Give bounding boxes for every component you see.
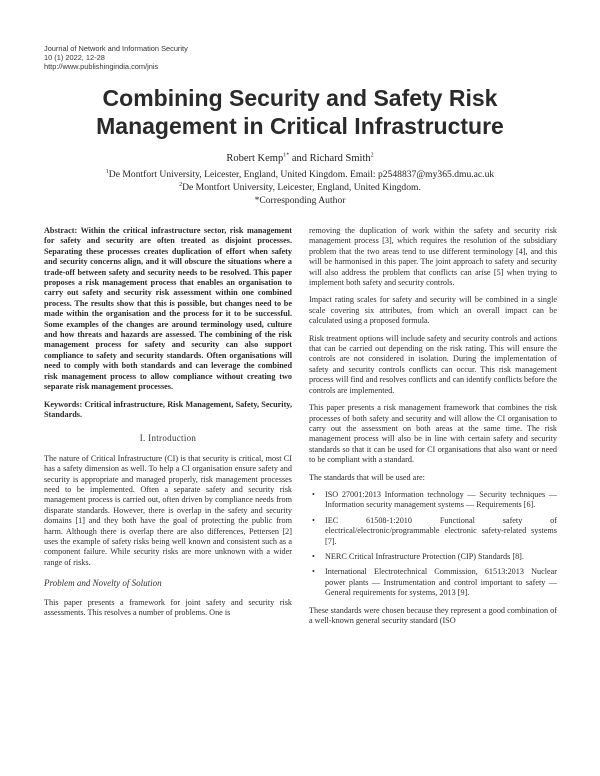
author-1-sup: 1* [283, 152, 290, 159]
subsection-heading: Problem and Novelty of Solution [44, 578, 162, 589]
affiliation-2 [40, 181, 560, 194]
journal-meta [44, 44, 188, 71]
affiliation-1-sup: 1 [105, 168, 109, 175]
left-column [44, 226, 292, 625]
keywords: Keywords: Critical infrastructure, Risk Management, Safety, Security, Standards. [44, 399, 292, 419]
affiliation-2-text: De Montfort University, Leicester, England, United Kingdom. [182, 182, 421, 193]
list-item [309, 552, 557, 562]
standard-text: IEC 61508-1:2010 Functional safety of electrical/electronic/programmable electronic safety-related systems [7]. [325, 515, 557, 546]
intro-paragraph-1: The nature of Critical Infrastructure (CI) is that security is critical, most CI has a safety dimension as well. To help a CI organisation ensure safety and security is appropriate and managed properly, risk management processes need to be implemented. Often a separate safety and security risk management process is carried out, often driven by compliance needs from disparate standards. However, there is overlap in the safety and security domains [1] and they both have the goal of protecting the public from harm. Although there is overlap there are also differences, Pettersen [2] uses the example of safety risks being well known and consistent such as a component failure. While security risks are more unknown with a wider range of risks. [44, 453, 292, 567]
list-item [309, 490, 557, 511]
list-item [309, 516, 557, 547]
affiliation-1-text: De Montfort University, Leicester, England, United Kingdom. Email: p2548837@my365.dmu.ac.uk [108, 169, 495, 180]
right-column [309, 226, 557, 633]
title-line-2: Management in Critical Infrastructure [96, 113, 504, 139]
standard-text: International Electrotechnical Commission, 61513:2013 Nuclear power plants — Instrumentation and control important to safety — General requirements for systems, 2013 [9]. [325, 567, 557, 598]
bullet-icon: • [312, 567, 315, 577]
bullet-icon: • [312, 489, 315, 499]
bullet-icon: • [312, 515, 315, 525]
right-paragraph-1: removing the duplication of work within the safety and security risk management process [3], which requires the resolution of the subsidiary problem that the two areas tend to use different terminology [4], and this will be harmonised in this paper. The joint approach to safety and security will also address the problem that conflicts can arise [5] when trying to implement both safety and security controls. [309, 226, 557, 288]
author-2: Richard Smith [309, 153, 371, 164]
journal-issue: 10 (1) 2022, 12-28 [44, 53, 105, 62]
journal-name: Journal of Network and Information Security [44, 44, 188, 53]
standards-list [309, 490, 557, 599]
right-paragraph-2: Impact rating scales for safety and security will be combined in a single scale covering six attributes, from which an overall impact can be calculated using a proposed formula. [309, 295, 557, 326]
right-paragraph-4: This paper presents a risk management framework that combines the risk processes of both safety and security and will allow the CI organisation to carry out the assessment on both areas at the same time. The risk management process will also be in line with certain safety and security standards so that it can be used for CI organisations that also want or need to be compliant with a standard. [309, 403, 557, 465]
corresponding-author: *Corresponding Author [254, 195, 346, 206]
affiliation-1 [40, 168, 560, 181]
author-1: Robert Kemp [226, 153, 284, 164]
author-2-sup: 2 [370, 152, 374, 159]
author-line [40, 152, 560, 166]
author-and: and [289, 153, 310, 164]
list-item [309, 567, 557, 598]
paper-title [40, 84, 560, 140]
affiliation-2-sup: 2 [179, 181, 183, 188]
bullet-icon: • [312, 551, 315, 561]
right-paragraph-3: Risk treatment options will include safety and security controls and actions that can be carried out depending on the risk rating. This will ensure the controls are not considered in isolation. During the implementation of safety and security controls conflicts can occur. This risk management process will find and resolves conflicts and can identify conflicts before the controls are implemented. [309, 333, 557, 395]
journal-url[interactable]: http://www.publishingindia.com/jnis [44, 62, 159, 71]
abstract: Abstract: Within the critical infrastructure sector, risk management for safety and security are often treated as disjoint processes. Separating these processes creates duplication of effort when safety and security concerns align, and it will obscure the situations where a trade-off between safety and security needs to be resolved. This paper proposes a risk management process that enables an organisation to carry out safety and security risk assessment within one combined process. The results show that this is possible, but changes need to be made within the organisation and the process for it to be successful. Some examples of the changes are around terminology used, culture and how threats and hazards are assessed. The combining of the risk management process for safety and security can also support compliance to safety and security standards. Often organisations will need to comply with both standards and can leverage the combined risk management process to allow compliance without creating two separate risk management processes. [44, 226, 292, 392]
affiliations [40, 168, 560, 207]
right-paragraph-5: The standards that will be used are: [309, 472, 425, 482]
right-paragraph-6: These standards were chosen because they represent a good combination of a well-known general security standard (ISO [309, 605, 557, 625]
title-line-1: Combining Security and Safety Risk [102, 85, 498, 111]
section-heading-introduction: I. Introduction [139, 433, 197, 444]
intro-paragraph-2: This paper presents a framework for joint safety and security risk assessments. This resolves a number of problems. One is [44, 597, 292, 617]
standard-text: ISO 27001:2013 Information technology — Security techniques — Information security management systems — Requirements [6]. [325, 489, 557, 510]
standard-text: NERC Critical Infrastructure Protection (CIP) Standards [8]. [325, 551, 524, 561]
